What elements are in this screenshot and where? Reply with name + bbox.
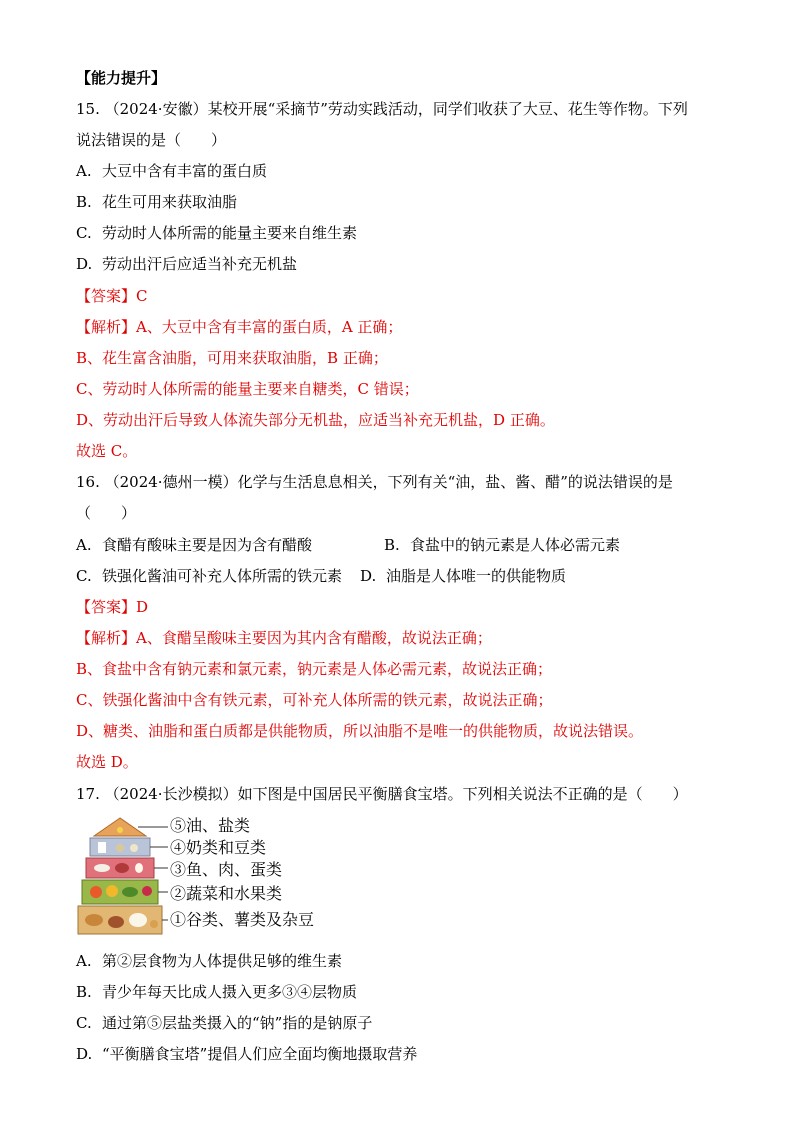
q15-analysis-line: 【解析】A、大豆中含有丰富的蛋白质，A 正确； — [76, 318, 403, 336]
option-label: D. — [76, 1045, 93, 1063]
q16-option-c — [76, 566, 342, 586]
option-label: C. — [76, 1014, 92, 1032]
option-text: 第②层食物为人体提供足够的维生素 — [102, 952, 343, 970]
q17-option-b — [76, 982, 357, 1002]
q16-option-b — [384, 535, 620, 555]
section-title: 【能力提升】 — [76, 69, 167, 87]
option-text: 大豆中含有丰富的蛋白质 — [102, 162, 268, 180]
potato-icon — [108, 916, 124, 928]
option-label: A. — [76, 536, 92, 554]
option-text: 劳动时人体所需的能量主要来自维生素 — [102, 224, 358, 242]
pyramid-label-layer-4: ④奶类和豆类 — [170, 838, 267, 857]
tomato-icon — [90, 886, 102, 898]
option-label: B. — [384, 536, 400, 554]
option-label: B. — [76, 983, 92, 1001]
option-label: A. — [76, 162, 92, 180]
q15-option-a — [76, 161, 267, 181]
pyramid-label-layer-2: ②蔬菜和水果类 — [170, 884, 283, 903]
q15-option-d — [76, 254, 297, 274]
option-text: 通过第⑤层盐类摄入的“钠”指的是钠原子 — [102, 1014, 373, 1032]
bread-icon — [85, 914, 103, 926]
q16-stem-line-1: 16. （2024·德州一模）化学与生活息息相关，下列有关“油，盐、酱、醋”的说法错误的是 — [76, 473, 673, 491]
q15-analysis-line: B、花生富含油脂，可用来获取油脂，B 正确； — [76, 349, 388, 367]
option-label: B. — [76, 193, 92, 211]
option-text: 油脂是人体唯一的供能物质 — [386, 567, 567, 585]
q16-conclusion: 故选 D。 — [76, 753, 138, 771]
meat-icon — [115, 863, 129, 873]
q15-stem-line-1: 15. （2024·安徽）某校开展“采摘节”劳动实践活动，同学们收获了大豆、花生等作物。下列 — [76, 100, 688, 118]
grain-icon — [150, 920, 158, 928]
q16-option-a — [76, 535, 312, 555]
q15-analysis-line: C、劳动时人体所需的能量主要来自糖类，C 错误； — [76, 380, 419, 398]
pyramid-label-layer-1: ①谷类、薯类及杂豆 — [170, 910, 315, 929]
option-label: D. — [360, 567, 377, 585]
q15-analysis-line: D、劳动出汗后导致人体流失部分无机盐，应适当补充无机盐，D 正确。 — [76, 411, 555, 429]
option-label: C. — [76, 224, 92, 242]
option-label: C. — [76, 567, 92, 585]
orange-icon — [106, 885, 118, 897]
q15-conclusion: 故选 C。 — [76, 442, 138, 460]
q16-analysis-line: C、铁强化酱油中含有铁元素，可补充人体所需的铁元素，故说法正确； — [76, 691, 553, 709]
egg-icon — [135, 863, 143, 873]
pyramid-label-layer-5: ⑤油、盐类 — [170, 816, 251, 835]
q17-option-c — [76, 1013, 372, 1033]
option-text: 食醋有酸味主要是因为含有醋酸 — [102, 536, 313, 554]
food-pyramid-figure — [76, 812, 346, 942]
q15-answer: 【答案】C — [76, 287, 148, 305]
q15-stem-line-2: 说法错误的是（ ） — [76, 131, 227, 149]
vegetable-icon — [122, 887, 138, 897]
q17-option-d — [76, 1044, 417, 1064]
q16-analysis-line: B、食盐中含有钠元素和氯元素，钠元素是人体必需元素，故说法正确； — [76, 660, 553, 678]
oil-bottle-icon — [117, 827, 123, 833]
milk-icon — [98, 842, 106, 853]
option-text: 青少年每天比成人摄入更多③④层物质 — [102, 983, 358, 1001]
q17-stem-line-1: 17. （2024·长沙模拟）如下图是中国居民平衡膳食宝塔。下列相关说法不正确的是（ ） — [76, 785, 688, 803]
fish-icon — [94, 864, 110, 872]
q16-analysis-line: 【解析】A、食醋呈酸味主要因为其内含有醋酸，故说法正确； — [76, 629, 492, 647]
option-text: “平衡膳食宝塔”提倡人们应全面均衡地摄取营养 — [102, 1045, 418, 1063]
rice-icon — [129, 913, 147, 927]
q16-stem-line-2: （ ） — [76, 504, 137, 522]
q15-option-c — [76, 223, 357, 243]
option-text: 铁强化酱油可补充人体所需的铁元素 — [102, 567, 343, 585]
apple-icon — [142, 886, 152, 896]
option-text: 花生可用来获取油脂 — [102, 193, 238, 211]
option-label: A. — [76, 952, 92, 970]
q16-answer: 【答案】D — [76, 598, 149, 616]
q15-option-b — [76, 192, 237, 212]
q16-option-d — [360, 566, 566, 586]
option-text: 劳动出汗后应适当补充无机盐 — [102, 255, 298, 273]
tofu-icon — [130, 844, 138, 852]
q16-analysis-line: D、糖类、油脂和蛋白质都是供能物质，所以油脂不是唯一的供能物质，故说法错误。 — [76, 722, 644, 740]
pyramid-label-layer-3: ③鱼、肉、蛋类 — [170, 860, 283, 879]
option-text: 食盐中的钠元素是人体必需元素 — [410, 536, 621, 554]
option-label: D. — [76, 255, 93, 273]
q17-option-a — [76, 951, 342, 971]
bean-icon — [116, 844, 124, 852]
